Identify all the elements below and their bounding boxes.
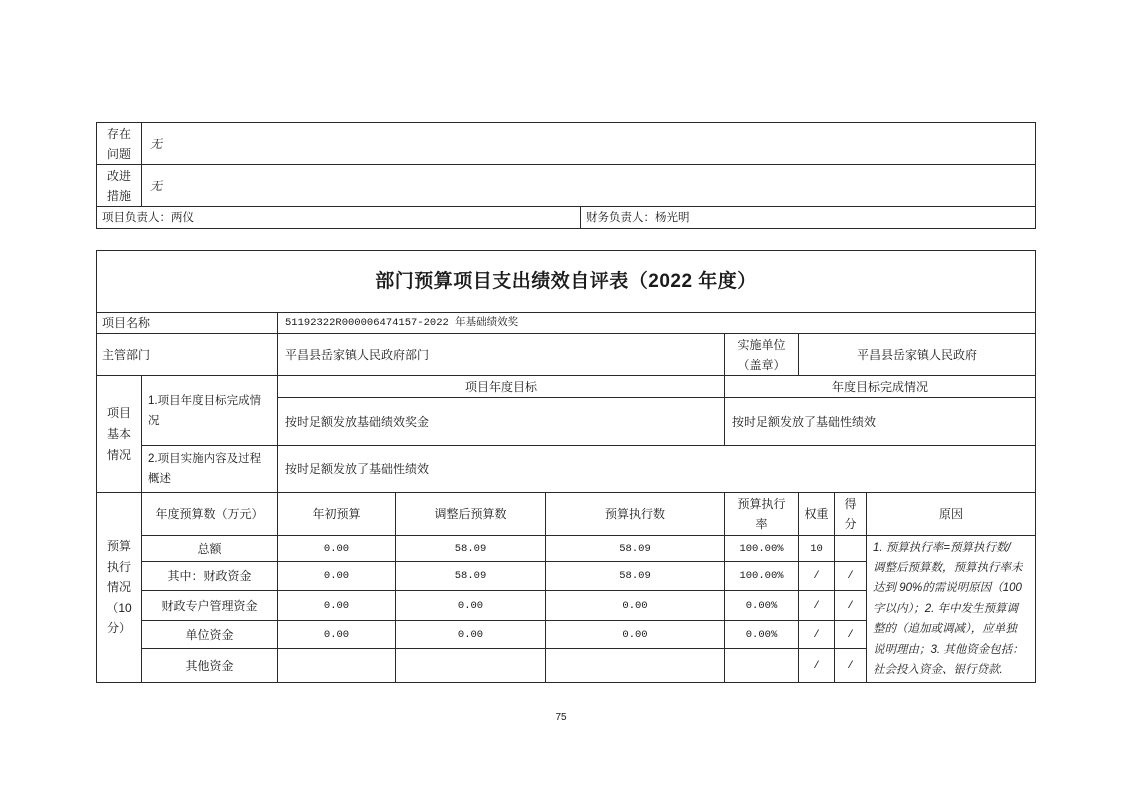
row-adjusted-budget: 0.00	[396, 621, 546, 649]
process-item-label: 2.项目实施内容及过程 概述	[142, 446, 278, 493]
process-text: 按时足额发放了基础性绩效	[278, 446, 1036, 493]
row-initial-budget	[278, 649, 396, 683]
row-executed-budget	[546, 649, 725, 683]
row-weight: 10	[799, 536, 835, 562]
finance-leader: 财务负责人：杨光明	[581, 207, 1036, 229]
row-execution-rate: 100.00%	[725, 536, 799, 562]
row-weight: /	[799, 649, 835, 683]
responsible-row	[97, 207, 1036, 229]
project-leader: 项目负责人：两仪	[97, 207, 581, 229]
measures-label: 改进 措施	[97, 165, 142, 207]
row-execution-rate	[725, 649, 799, 683]
header-score: 得 分	[835, 493, 867, 536]
completion-header: 年度目标完成情况	[725, 376, 1036, 398]
project-name-label: 项目名称	[97, 313, 278, 334]
issues-label: 存在 问题	[97, 123, 142, 165]
row-executed-budget: 58.09	[546, 536, 725, 562]
budget-execution-section-label: 预算 执行 情况 （10 分）	[97, 493, 142, 683]
project-name-value: 51192322R000006474157-2022 年基础绩效奖	[278, 313, 1036, 334]
row-executed-budget: 0.00	[546, 621, 725, 649]
department-row	[97, 334, 1036, 376]
reason-note: 1. 预算执行率=预算执行数/ 调整后预算数，预算执行率未 达到 90%的需说明原因（100 字以内）；2. 年中发生预算调 整的（追加或调减），应单独 说明理由；3. 其他资金包括： 社会投入资金、银行贷款.	[867, 536, 1036, 683]
table-row	[97, 536, 1036, 562]
goal-item-label: 1.项目年度目标完成情 况	[142, 376, 278, 446]
issues-row	[97, 123, 1036, 165]
row-score: /	[835, 591, 867, 621]
title-row	[97, 251, 1036, 313]
row-item-label: 其中：财政资金	[142, 562, 278, 591]
row-execution-rate: 100.00%	[725, 562, 799, 591]
basic-info-process-row	[97, 446, 1036, 493]
goal-text: 按时足额发放基础绩效奖金	[278, 398, 725, 446]
department-value: 平昌县岳家镇人民政府部门	[278, 334, 725, 376]
row-score: /	[835, 562, 867, 591]
row-adjusted-budget	[396, 649, 546, 683]
row-item-label: 其他资金	[142, 649, 278, 683]
project-name-row	[97, 313, 1036, 334]
row-adjusted-budget: 58.09	[396, 562, 546, 591]
row-weight: /	[799, 562, 835, 591]
header-adjusted-budget: 调整后预算数	[396, 493, 546, 536]
row-item-label: 财政专户管理资金	[142, 591, 278, 621]
header-item: 年度预算数（万元）	[142, 493, 278, 536]
row-item-label: 单位资金	[142, 621, 278, 649]
completion-text: 按时足额发放了基础性绩效	[725, 398, 1036, 446]
implementing-unit-value: 平昌县岳家镇人民政府	[799, 334, 1036, 376]
row-executed-budget: 0.00	[546, 591, 725, 621]
row-score: /	[835, 621, 867, 649]
department-label: 主管部门	[97, 334, 278, 376]
row-weight: /	[799, 591, 835, 621]
issues-value: 无	[142, 123, 1036, 165]
measures-row	[97, 165, 1036, 207]
row-adjusted-budget: 58.09	[396, 536, 546, 562]
row-initial-budget: 0.00	[278, 621, 396, 649]
row-initial-budget: 0.00	[278, 536, 396, 562]
measures-value: 无	[142, 165, 1036, 207]
basic-info-header-row	[97, 376, 1036, 398]
header-initial-budget: 年初预算	[278, 493, 396, 536]
performance-form-table	[96, 250, 1036, 683]
goal-header: 项目年度目标	[278, 376, 725, 398]
row-adjusted-budget: 0.00	[396, 591, 546, 621]
form-title: 部门预算项目支出绩效自评表（2022 年度）	[97, 251, 1036, 313]
row-execution-rate: 0.00%	[725, 591, 799, 621]
budget-header-row	[97, 493, 1036, 536]
header-reason: 原因	[867, 493, 1036, 536]
row-initial-budget: 0.00	[278, 562, 396, 591]
summary-table	[96, 122, 1036, 229]
implementing-unit-label: 实施单位 （盖章）	[725, 334, 799, 376]
header-weight: 权重	[799, 493, 835, 536]
page-number: 75	[555, 712, 567, 723]
row-item-label: 总额	[142, 536, 278, 562]
basic-info-section-label: 项目 基本 情况	[97, 376, 142, 493]
header-executed-budget: 预算执行数	[546, 493, 725, 536]
header-execution-rate: 预算执行 率	[725, 493, 799, 536]
row-weight: /	[799, 621, 835, 649]
row-executed-budget: 58.09	[546, 562, 725, 591]
row-initial-budget: 0.00	[278, 591, 396, 621]
row-execution-rate: 0.00%	[725, 621, 799, 649]
row-score	[835, 536, 867, 562]
row-score: /	[835, 649, 867, 683]
